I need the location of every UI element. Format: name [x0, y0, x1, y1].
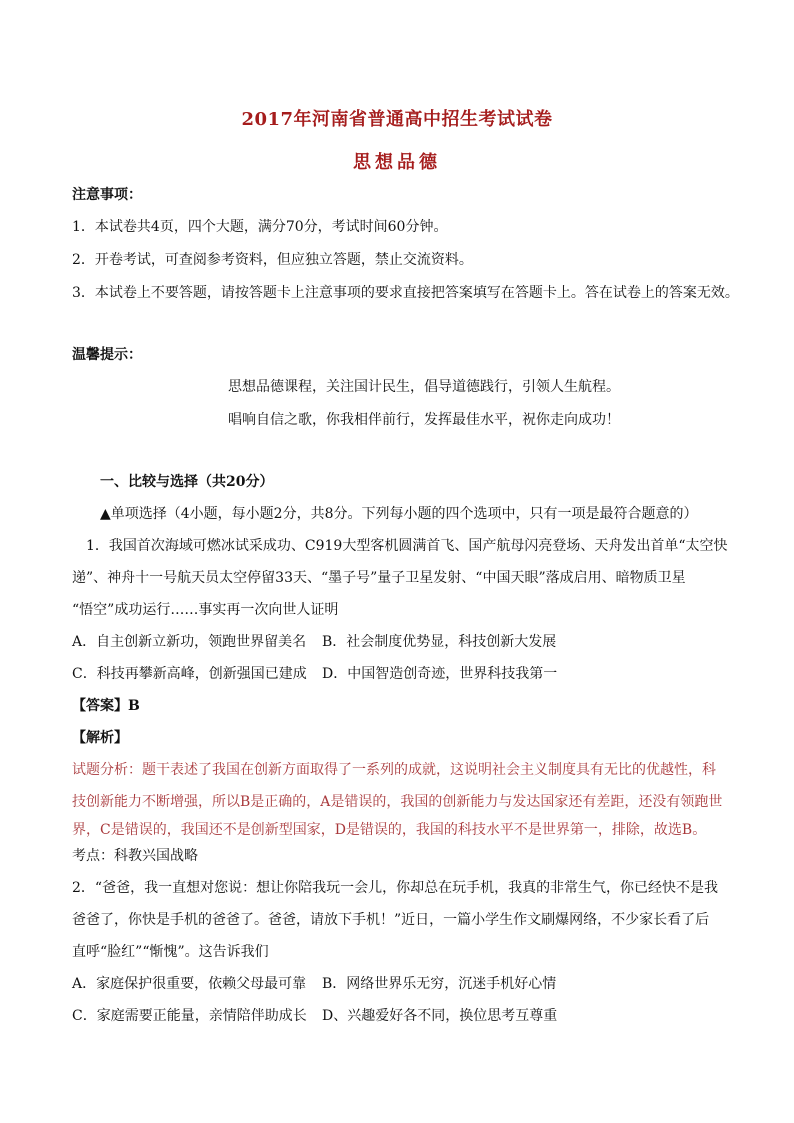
section1-instruction: ▲单项选择（4小题，每小题2分，共8分。下列每小题的四个选项中，只有一项是最符合题意的） [100, 506, 698, 522]
notice-item-1: 1．本试卷共4页，四个大题，满分70分，考试时间60分钟。 [72, 219, 448, 235]
q1-option-c: C．科技再攀新高峰，创新强国已建成 [72, 666, 307, 682]
q2-stem-line-2: 爸爸了，你快是手机的爸爸了。爸爸，请放下手机！”近日，一篇小学生作文刷爆网络，不少家长看了后 [72, 912, 710, 928]
q1-option-d: D．中国智造创奇迹，世界科技我第一 [322, 666, 558, 682]
q1-analysis-line-2: 技创新能力不断增强，所以B是正确的，A是错误的，我国的创新能力与发达国家还有差距，还没有领跑世 [72, 794, 723, 810]
tips-line-1: 思想品德课程，关注国计民生，倡导道德践行，引领人生航程。 [228, 379, 620, 395]
q1-stem-line-2: 递”、神舟十一号航天员太空停留33天、“墨子号”量子卫星发射、“中国天眼”落成启用、暗物质卫星 [72, 570, 686, 586]
q2-option-a: A．家庭保护很重要，依赖父母最可靠 [72, 976, 307, 992]
section1-heading: 一、比较与选择（共20分） [100, 474, 274, 490]
exam-subject: 思想品德 [353, 152, 441, 173]
notice-item-2: 2．开卷考试，可查阅参考资料，但应独立答题，禁止交流资料。 [72, 252, 473, 268]
q2-stem-line-3: 直呼“脸红”“惭愧”。这告诉我们 [72, 944, 269, 960]
q2-stem-line-1: 2．“爸爸，我一直想对您说：想让你陪我玩一会儿，你却总在玩手机，我真的非常生气，你已经快不是我 [72, 880, 719, 896]
q1-stem-line-3: “悟空”成功运行……事实再一次向世人证明 [72, 602, 339, 618]
tips-line-2: 唱响自信之歌，你我相伴前行，发挥最佳水平，祝你走向成功！ [228, 412, 620, 428]
q1-analysis-heading: 【解析】 [72, 730, 128, 746]
q2-option-d: D、兴趣爱好各不同，换位思考互尊重 [322, 1008, 558, 1024]
q1-analysis-line-1: 试题分析：题干表述了我国在创新方面取得了一系列的成就，这说明社会主义制度具有无比的优越性，科 [72, 762, 716, 778]
q1-kaodian: 考点：科教兴国战略 [72, 848, 198, 864]
exam-title: 2017年河南省普通高中招生考试试卷 [241, 109, 553, 130]
q2-option-c: C．家庭需要正能量，亲情陪伴助成长 [72, 1008, 307, 1024]
q1-option-b: B．社会制度优势显，科技创新大发展 [322, 634, 557, 650]
q1-analysis-line-3: 界，C是错误的，我国还不是创新型国家，D是错误的，我国的科技水平不是世界第一，排除，故选B。 [72, 822, 707, 838]
q1-option-a: A．自主创新立新功，领跑世界留美名 [72, 634, 307, 650]
q1-answer: 【答案】B [72, 698, 140, 714]
q2-option-b: B．网络世界乐无穷，沉迷手机好心情 [322, 976, 557, 992]
notice-heading: 注意事项： [72, 187, 142, 203]
tips-heading: 温馨提示： [72, 347, 142, 363]
notice-item-3: 3．本试卷上不要答题，请按答题卡上注意事项的要求直接把答案填写在答题卡上。答在试卷上的答案无效。 [72, 285, 739, 301]
q1-stem-line-1: 1．我国首次海域可燃冰试采成功、C919大型客机圆满首飞、国产航母闪亮登场、天舟发出首单“太空快 [86, 538, 728, 554]
